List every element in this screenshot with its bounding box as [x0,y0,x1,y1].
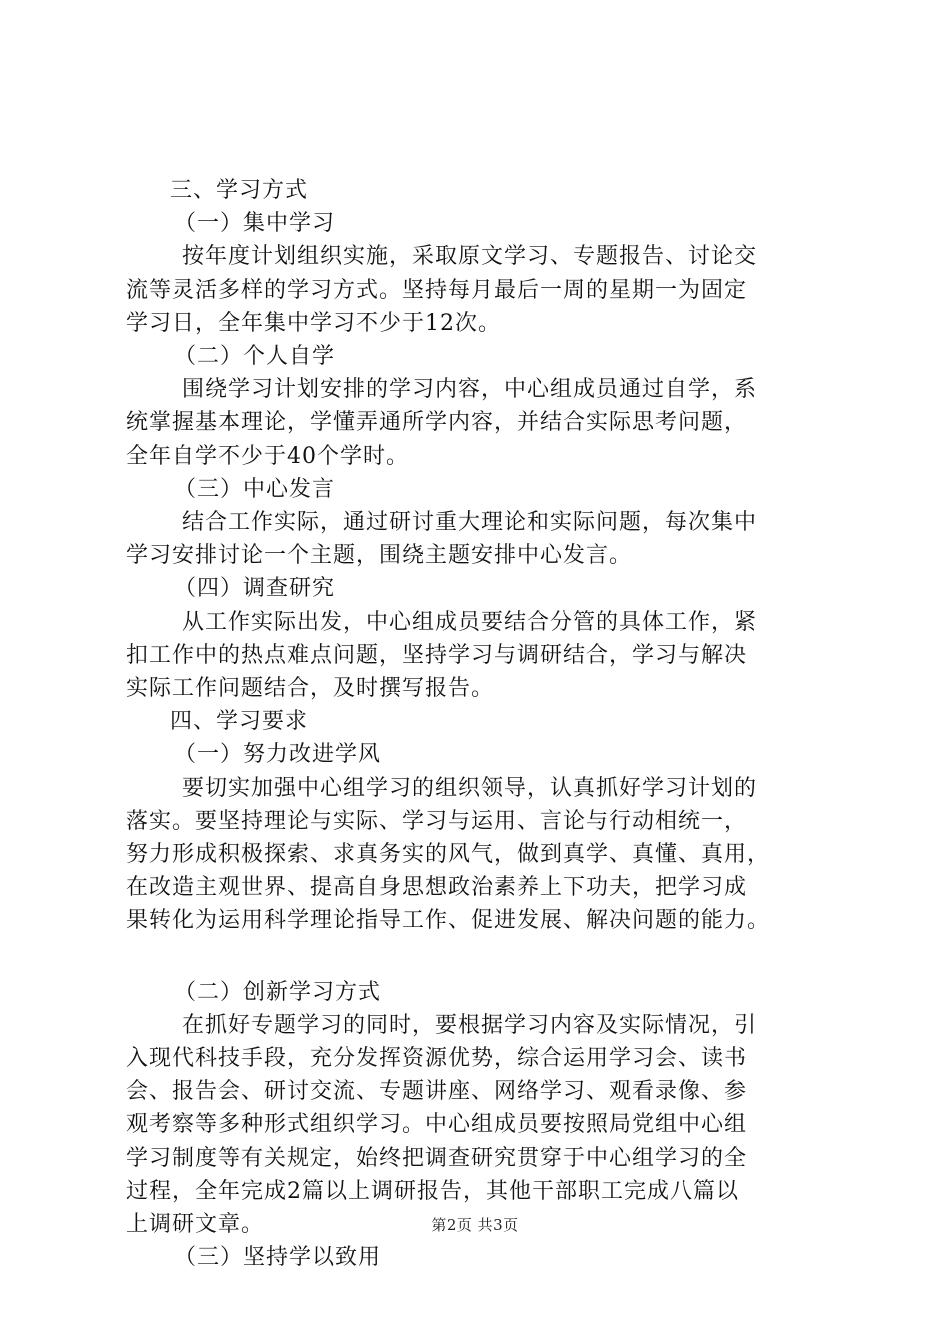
paragraph-line: 流等灵活多样的学习方式。坚持每月最后一周的星期一为固定 [126,277,748,303]
subsection-heading: （三）坚持学以致用 [174,1245,382,1271]
paragraph-line: 实际工作问题结合，及时撰写报告。 [126,676,495,702]
page-footer: 第2页 共3页 [431,1216,519,1234]
paragraph-line: 学习日，全年集中学习不少于12次。 [126,310,501,336]
section-heading: 三、学习方式 [170,178,309,203]
paragraph-line: 入现代科技手段，充分发挥资源优势，综合运用学习会、读书 [126,1046,748,1072]
paragraph-line: 要切实加强中心组学习的组织领导，认真抓好学习计划的 [182,775,758,801]
paragraph-gap [126,938,846,976]
paragraph-line: 努力形成积极探索、求真务实的风气，做到真学、真懂、真用， [126,842,771,868]
subsection-heading: （三）中心发言 [174,476,336,502]
paragraph-line: 学习安排讨论一个主题，围绕主题安排中心发言。 [126,543,633,569]
subsection-heading: （一）集中学习 [174,211,336,237]
paragraph-line: 上调研文章。 [126,1212,265,1238]
document-body [126,174,846,1275]
paragraph-line: 结合工作实际，通过研讨重大理论和实际问题，每次集中 [182,510,758,536]
subsection-heading: （四）调查研究 [174,576,336,602]
paragraph-line: 落实。要坚持理论与实际、学习与运用、言论与行动相统一， [126,808,748,834]
paragraph-line: 从工作实际出发，中心组成员要结合分管的具体工作，紧 [182,609,758,635]
paragraph-line: 过程，全年完成2篇以上调研报告，其他干部职工完成八篇以 [126,1178,739,1204]
paragraph-line: 在抓好专题学习的同时，要根据学习内容及实际情况，引 [182,1012,758,1038]
paragraph-line: 围绕学习计划安排的学习内容，中心组成员通过自学，系 [182,377,758,403]
paragraph-line: 按年度计划组织实施，采取原文学习、专题报告、讨论交 [182,244,758,270]
paragraph-line: 扣工作中的热点难点问题，坚持学习与调研结合，学习与解决 [126,642,748,668]
paragraph-line: 在改造主观世界、提高自身思想政治素养上下功夫，把学习成 [126,875,748,901]
paragraph-line: 观考察等多种形式组织学习。中心组成员要按照局党组中心组 [126,1112,748,1138]
paragraph-line: 学习制度等有关规定，始终把调查研究贯穿于中心组学习的全 [126,1145,748,1171]
subsection-heading: （二）创新学习方式 [174,979,382,1005]
paragraph-line: 会、报告会、研讨交流、专题讲座、网络学习、观看录像、参 [126,1079,748,1105]
subsection-heading: （二）个人自学 [174,344,336,370]
paragraph-line: 果转化为运用科学理论指导工作、促进发展、解决问题的能力。 [126,908,771,934]
paragraph-line: 统掌握基本理论，学懂弄通所学内容，并结合实际思考问题， [126,410,748,436]
subsection-heading: （一）努力改进学风 [174,742,382,768]
paragraph-line: 全年自学不少于40个学时。 [126,443,409,469]
section-heading: 四、学习要求 [170,709,309,735]
